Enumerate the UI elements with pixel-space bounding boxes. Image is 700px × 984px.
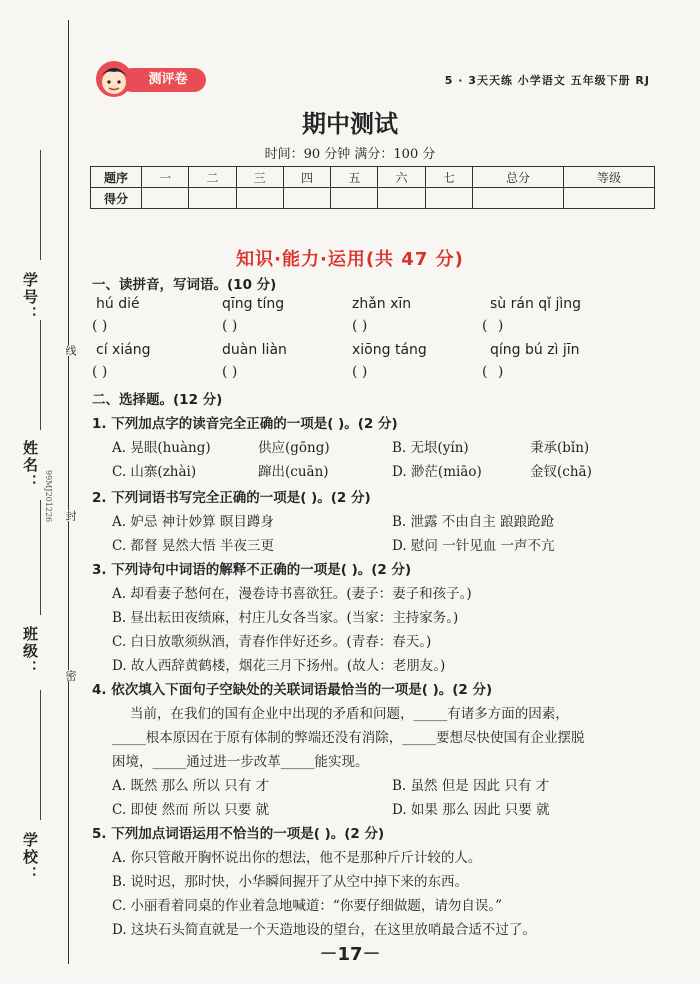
name-label: 姓名：: [21, 440, 39, 491]
pinyin-4: sù rán qǐ jìng: [490, 296, 582, 312]
pinyin-5: cí xiáng: [96, 342, 151, 358]
class-rule: [40, 500, 42, 615]
q2-item4-passage-line: 当前，在我们的国有企业中出现的矛盾和问题，_____有诸多方面的因素，: [130, 706, 569, 722]
q2-item1-option-b2: 秉承(bǐn): [530, 440, 590, 456]
score-cell[interactable]: [236, 188, 283, 209]
q2-heading: 二、选择题。(12 分): [92, 392, 223, 408]
score-cell[interactable]: [331, 188, 378, 209]
margin-code: 99MJ201226: [44, 470, 53, 523]
q2-item5-option-a[interactable]: A. 你只管敞开胸怀说出你的想法，他不是那种斤斤计较的人。: [112, 850, 482, 866]
score-table-score-row: [91, 188, 655, 209]
page-number: －17－: [319, 944, 381, 965]
q2-item3-option-a[interactable]: A. 却看妻子愁何在，漫卷诗书喜欲狂。(妻子：妻子和孩子。): [112, 586, 472, 602]
pinyin-2: qīng tíng: [222, 296, 285, 312]
score-col-header: 二: [189, 167, 236, 188]
score-cell[interactable]: [425, 188, 472, 209]
score-col-header: 四: [283, 167, 330, 188]
school-rule: [40, 690, 42, 820]
answer-blank-5[interactable]: ( ): [92, 364, 108, 380]
class-label: 班级：: [21, 626, 39, 677]
q2-item2-option-c[interactable]: C. 都督 晃然大悟 半夜三更: [112, 538, 275, 554]
score-col-header: 五: [331, 167, 378, 188]
q2-item2-option-d[interactable]: D. 慰问 一针见血 一声不亢: [392, 538, 555, 554]
q2-item1-option-d[interactable]: D. 渺茫(miāo): [392, 464, 482, 480]
student-no-label: 学号：: [21, 272, 39, 323]
q2-item3-option-b[interactable]: B. 昼出耘田夜绩麻，村庄儿女各当家。(当家：主持家务。): [112, 610, 459, 626]
score-cell[interactable]: [564, 188, 655, 209]
dense-marker: 密: [64, 670, 77, 681]
q2-item3-option-d[interactable]: D. 故人西辞黄鹤楼，烟花三月下扬州。(故人：老朋友。): [112, 658, 446, 674]
series-info: 5 · 3天天练 小学语文 五年级下册 RJ: [444, 74, 650, 87]
q2-item4-passage-line: 困境，_____通过进一步改革_____能实现。: [112, 754, 369, 770]
q2-item5-stem: 5. 下列加点词语运用不恰当的一项是( )。(2 分): [92, 826, 385, 842]
score-col-header: 六: [378, 167, 425, 188]
q2-item4-option-a[interactable]: A. 既然 那么 所以 只有 才: [112, 778, 269, 794]
score-col-header: 一: [142, 167, 189, 188]
pinyin-8: qíng bú zì jīn: [490, 342, 580, 358]
q2-item5-option-d[interactable]: D. 这块石头简直就是一个天造地设的望台，在这里放哨最合适不过了。: [112, 922, 536, 938]
q2-item5-option-c[interactable]: C. 小丽看着同桌的作业着急地喊道：“你要仔细做题，请勿自误。”: [112, 898, 502, 914]
score-col-header: 等级: [564, 167, 655, 188]
school-label: 学校：: [21, 832, 39, 883]
q2-item4-stem: 4. 依次填入下面句子空缺处的关联词语最恰当的一项是( )。(2 分): [92, 682, 493, 698]
answer-blank-4[interactable]: ( ): [482, 318, 507, 334]
line-marker: 线: [64, 345, 77, 356]
score-col-header: 题序: [91, 167, 142, 188]
score-cell[interactable]: [283, 188, 330, 209]
answer-blank-6[interactable]: ( ): [222, 364, 238, 380]
pinyin-3: zhǎn xīn: [352, 296, 412, 312]
q2-item1-option-a[interactable]: A. 晃眼(huàng): [112, 440, 211, 456]
score-cell[interactable]: [189, 188, 236, 209]
q2-item2-option-b[interactable]: B. 泄露 不由自主 踉踉跄跄: [392, 514, 555, 530]
seal-marker: 封: [64, 510, 77, 521]
q2-item2-option-a[interactable]: A. 妒忌 神计妙算 瞑目蹲身: [112, 514, 274, 530]
pinyin-1: hú dié: [96, 296, 140, 312]
q2-item4-passage-line: _____根本原因在于原有体制的弊端还没有消除，_____要想尽快使国有企业摆脱: [112, 730, 585, 746]
q2-item4-option-d[interactable]: D. 如果 那么 因此 只要 就: [392, 802, 550, 818]
score-col-header: 总分: [473, 167, 564, 188]
q2-item3-option-c[interactable]: C. 白日放歌须纵酒，青春作伴好还乡。(青春：春天。): [112, 634, 432, 650]
answer-blank-7[interactable]: ( ): [352, 364, 368, 380]
q2-item2-stem: 2. 下列词语书写完全正确的一项是( )。(2 分): [92, 490, 371, 506]
q2-item5-option-b[interactable]: B. 说时迟，那时快，小华瞬间握开了从空中掉下来的东西。: [112, 874, 469, 890]
score-cell[interactable]: [473, 188, 564, 209]
score-col-header: 三: [236, 167, 283, 188]
score-col-header: 七: [425, 167, 472, 188]
answer-blank-3[interactable]: ( ): [352, 318, 368, 334]
mascot-icon: [94, 60, 134, 98]
time-info: 时间：90 分钟 满分：100 分: [264, 147, 436, 162]
score-table-header-row: [91, 167, 655, 188]
answer-blank-1[interactable]: ( ): [92, 318, 108, 334]
page-title: 期中测试: [302, 110, 398, 138]
pinyin-6: duàn liàn: [222, 342, 287, 358]
q2-item1-option-b[interactable]: B. 无垠(yín): [392, 440, 469, 456]
answer-blank-8[interactable]: ( ): [482, 364, 507, 380]
test-badge: [94, 60, 206, 98]
name-rule: [40, 320, 42, 430]
section-title: 知识·能力·运用(共 47 分): [236, 249, 464, 270]
score-cell[interactable]: [142, 188, 189, 209]
q2-item1-option-a2: 供应(gōng): [258, 440, 330, 456]
q2-item4-option-b[interactable]: B. 虽然 但是 因此 只有 才: [392, 778, 550, 794]
q2-item3-stem: 3. 下列诗句中词语的解释不正确的一项是( )。(2 分): [92, 562, 412, 578]
pinyin-7: xiōng táng: [352, 342, 427, 358]
student-no-rule: [40, 150, 42, 260]
score-cell[interactable]: [378, 188, 425, 209]
q2-item1-option-d2: 金钗(chā): [530, 464, 592, 480]
q2-item1-option-c2: 蹿出(cuān): [258, 464, 329, 480]
q2-item4-option-c[interactable]: C. 即使 然而 所以 只要 就: [112, 802, 270, 818]
score-row-label: 得分: [91, 188, 142, 209]
q1-heading: 一、读拼音，写词语。(10 分): [92, 277, 277, 293]
badge-label: 测评卷: [120, 68, 206, 92]
q2-item1-stem: 1. 下列加点字的读音完全正确的一项是( )。(2 分): [92, 416, 398, 432]
answer-blank-2[interactable]: ( ): [222, 318, 238, 334]
q2-item1-option-c[interactable]: C. 山寨(zhài): [112, 464, 197, 480]
score-table: [90, 166, 655, 209]
